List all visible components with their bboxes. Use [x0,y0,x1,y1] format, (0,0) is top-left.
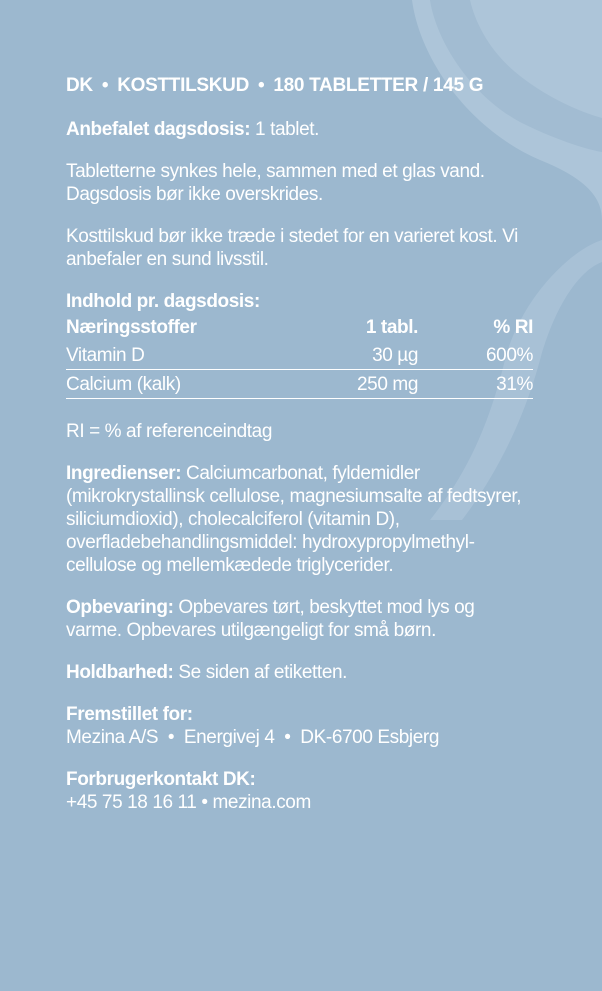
product-category: KOSTTILSKUD [117,75,250,96]
column-header-nutrient: Næringsstoffer [66,316,197,338]
nutrition-table [66,313,533,399]
dosage-value: 1 tablet. [250,119,320,140]
table-row [66,370,533,399]
nutrition-header-row [66,313,533,341]
table-row [66,341,533,370]
nutrient-name: Calcium (kalk) [66,370,326,399]
warning-text: Kosttilskud bør ikke træde i stedet for en varieret kost. Vi anbefaler en sund livsstil. [66,226,518,270]
shelf-life-label: Holdbarhed: [66,662,174,683]
nutrient-amount: 250 mg [326,370,418,399]
header-separator: • [258,75,265,96]
instructions-text: Tabletterne synkes hele, sammen med et glas vand. Dagsdosis bør ikke overskrides. [66,161,485,205]
ingredients-section [66,462,534,577]
package-size: 180 TABLETTER / 145 G [273,75,484,96]
contact-info: +45 75 18 16 11 • mezina.com [66,792,311,813]
label-content [66,74,534,814]
column-header-ri: % RI [493,316,533,338]
dosage-section [66,118,534,141]
header-separator: • [101,75,109,96]
shelf-life-section [66,661,534,684]
nutrient-ri: 31% [418,370,533,399]
ingredients-text: Calciumcarbonat, fyldemidler (mikrokrystallinsk cellulose, magnesiumsalte af fedtsyrer, siliciumdioxid), cholecalciferol (vitamin D), overfladebehandlingsmiddel: hydroxypropylmethyl-cellulose og mellemkædede triglycerider. [66,463,522,576]
ri-note: RI = % af referenceindtag [66,421,272,442]
country-code: DK [66,75,93,96]
product-header [66,74,534,97]
nutrient-ri: 600% [418,341,533,370]
contact-label: Forbrugerkontakt DK: [66,769,256,790]
manufacturer-section [66,703,534,749]
dosage-label: Anbefalet dagsdosis: [66,119,251,140]
nutrition-title: Indhold pr. dagsdosis: [66,291,260,312]
ingredients-label: Ingredienser: [66,463,182,484]
storage-label: Opbevaring: [66,597,174,618]
nutrient-name: Vitamin D [66,341,326,370]
storage-section [66,596,534,642]
manufacturer-label: Fremstillet for: [66,704,193,725]
contact-section [66,768,534,814]
manufacturer-address: Mezina A/S • Energivej 4 • DK-6700 Esbjerg [66,727,439,748]
shelf-life-text: Se siden af etiketten. [173,662,348,683]
storage-text: Opbevares tørt, beskyttet mod lys og varme. Opbevares utilgængeligt for små børn. [66,597,475,641]
nutrient-amount: 30 µg [326,341,418,370]
column-header-amount: 1 tabl. [365,316,418,338]
